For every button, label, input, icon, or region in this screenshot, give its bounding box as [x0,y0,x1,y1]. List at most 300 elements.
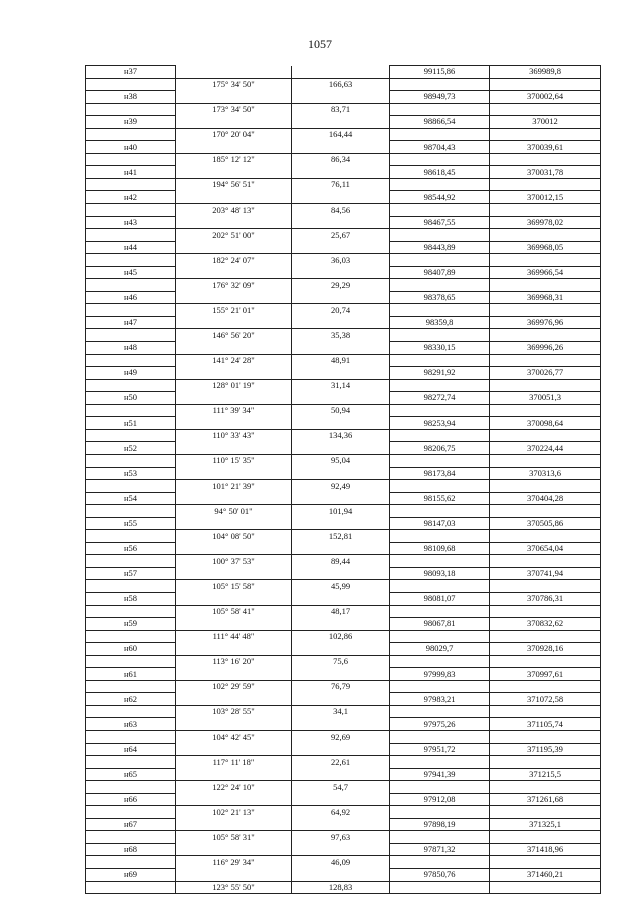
coordinate-y: 370031,78 [490,166,601,179]
segment-length: 48,91 [292,354,390,367]
point-name: н53 [86,467,176,480]
coordinate-y: 369968,05 [490,241,601,254]
segment-row [86,153,601,166]
coordinate-y: 371195,39 [490,743,601,756]
coordinate-x: 98291,92 [390,367,490,380]
direction-angle: 173° 34' 50" [176,103,292,116]
empty-cell [292,718,390,731]
segment-row [86,605,601,618]
point-row [86,768,601,781]
empty-cell [176,542,292,555]
coordinate-x: 98866,54 [390,116,490,129]
segment-row [86,354,601,367]
empty-cell [292,818,390,831]
point-name: н54 [86,492,176,505]
segment-row [86,730,601,743]
point-row [86,743,601,756]
empty-cell [176,116,292,129]
coordinate-y: 370012,15 [490,191,601,204]
empty-cell [292,241,390,254]
segment-length: 101,94 [292,505,390,518]
segment-length: 35,38 [292,329,390,342]
empty-cell [490,781,601,794]
direction-angle: 123° 55' 50" [176,881,292,894]
segment-length: 76,11 [292,178,390,191]
empty-cell [176,342,292,355]
empty-cell [390,153,490,166]
empty-cell [390,781,490,794]
empty-cell [390,354,490,367]
empty-cell [490,505,601,518]
empty-cell [292,342,390,355]
empty-cell [176,567,292,580]
empty-cell [490,128,601,141]
empty-cell [176,793,292,806]
empty-cell [490,756,601,769]
empty-cell [292,467,390,480]
point-name: н65 [86,768,176,781]
empty-cell [490,705,601,718]
segment-length: 84,56 [292,204,390,217]
empty-cell [390,630,490,643]
empty-cell [86,655,176,668]
empty-cell [176,492,292,505]
segment-row [86,680,601,693]
empty-cell [490,831,601,844]
empty-cell [490,480,601,493]
point-row [86,241,601,254]
segment-row [86,530,601,543]
point-name: н61 [86,668,176,681]
empty-cell [86,605,176,618]
point-row [86,266,601,279]
direction-angle: 104° 08' 50" [176,530,292,543]
empty-cell [490,530,601,543]
point-row [86,869,601,882]
coordinate-x: 98093,18 [390,567,490,580]
point-name: н62 [86,693,176,706]
direction-angle: 202° 51' 00" [176,229,292,242]
coordinate-x: 98378,65 [390,291,490,304]
empty-cell [490,630,601,643]
segment-row [86,204,601,217]
point-row [86,793,601,806]
direction-angle: 176° 32' 09" [176,279,292,292]
direction-angle: 113° 16' 20" [176,655,292,668]
empty-cell [490,655,601,668]
empty-cell [390,254,490,267]
empty-cell [86,756,176,769]
direction-angle: 111° 44' 48" [176,630,292,643]
segment-length: 152,81 [292,530,390,543]
coordinate-y: 370505,86 [490,517,601,530]
segment-row [86,103,601,116]
direction-angle: 117° 11' 18" [176,756,292,769]
segment-row [86,655,601,668]
empty-cell [292,266,390,279]
empty-cell [390,505,490,518]
coordinate-x: 98544,92 [390,191,490,204]
segment-length: 54,7 [292,781,390,794]
empty-cell [490,103,601,116]
segment-length: 128,83 [292,881,390,894]
segment-row [86,480,601,493]
empty-cell [292,668,390,681]
empty-cell [390,530,490,543]
segment-length: 95,04 [292,454,390,467]
coordinate-y: 370741,94 [490,567,601,580]
direction-angle: 101° 21' 39" [176,480,292,493]
point-name: н43 [86,216,176,229]
empty-cell [390,605,490,618]
direction-angle: 146° 56' 20" [176,329,292,342]
empty-cell [390,404,490,417]
empty-cell [86,329,176,342]
point-row [86,818,601,831]
point-name: н60 [86,643,176,656]
direction-angle: 110° 15' 35" [176,454,292,467]
coordinate-x: 98067,81 [390,618,490,631]
coordinate-x: 97850,76 [390,869,490,882]
empty-cell [390,705,490,718]
empty-cell [490,178,601,191]
empty-cell [390,78,490,91]
empty-cell [390,279,490,292]
point-row [86,291,601,304]
empty-cell [86,680,176,693]
segment-row [86,781,601,794]
point-name: н66 [86,793,176,806]
direction-angle: 122° 24' 10" [176,781,292,794]
empty-cell [176,66,292,79]
empty-cell [490,329,601,342]
empty-cell [292,166,390,179]
segment-length: 76,79 [292,680,390,693]
point-name: н44 [86,241,176,254]
empty-cell [490,379,601,392]
coordinate-x: 98253,94 [390,417,490,430]
empty-cell [490,204,601,217]
empty-cell [390,204,490,217]
coordinate-y: 370012 [490,116,601,129]
segment-row [86,705,601,718]
segment-row [86,404,601,417]
point-name: н52 [86,442,176,455]
point-name: н63 [86,718,176,731]
point-row [86,643,601,656]
point-name: н41 [86,166,176,179]
segment-length: 83,71 [292,103,390,116]
point-row [86,618,601,631]
empty-cell [176,693,292,706]
empty-cell [86,454,176,467]
segment-row [86,831,601,844]
point-row [86,417,601,430]
segment-row [86,178,601,191]
empty-cell [86,831,176,844]
empty-cell [292,567,390,580]
point-name: н55 [86,517,176,530]
segment-length: 164,44 [292,128,390,141]
empty-cell [390,831,490,844]
empty-cell [390,329,490,342]
segment-row [86,555,601,568]
empty-cell [390,756,490,769]
empty-cell [176,241,292,254]
point-row [86,843,601,856]
empty-cell [86,881,176,894]
coordinate-x: 98618,45 [390,166,490,179]
empty-cell [86,229,176,242]
point-name: н47 [86,316,176,329]
coordinate-y: 370039,61 [490,141,601,154]
segment-length: 64,92 [292,806,390,819]
empty-cell [86,806,176,819]
empty-cell [176,367,292,380]
empty-cell [176,743,292,756]
empty-cell [86,103,176,116]
point-row [86,442,601,455]
empty-cell [292,793,390,806]
point-name: н51 [86,417,176,430]
segment-row [86,78,601,91]
empty-cell [86,304,176,317]
point-row [86,542,601,555]
direction-angle: 203° 48' 13" [176,204,292,217]
coordinate-y: 369978,02 [490,216,601,229]
point-row [86,567,601,580]
point-row [86,693,601,706]
empty-cell [292,367,390,380]
empty-cell [390,480,490,493]
empty-cell [86,429,176,442]
empty-cell [176,216,292,229]
direction-angle: 94° 50' 01" [176,505,292,518]
coordinate-y: 370313,6 [490,467,601,480]
empty-cell [176,191,292,204]
coordinate-x: 98081,07 [390,592,490,605]
direction-angle: 100° 37' 53" [176,555,292,568]
segment-length: 48,17 [292,605,390,618]
point-name: н40 [86,141,176,154]
point-name: н37 [86,66,176,79]
segment-row [86,279,601,292]
empty-cell [86,505,176,518]
point-row [86,316,601,329]
direction-angle: 110° 33' 43" [176,429,292,442]
coordinate-x: 98704,43 [390,141,490,154]
segment-row [86,756,601,769]
coordinate-x: 98949,73 [390,91,490,104]
coordinate-y: 371072,58 [490,693,601,706]
direction-angle: 141° 24' 28" [176,354,292,367]
coordinate-y: 369966,54 [490,266,601,279]
empty-cell [86,555,176,568]
empty-cell [86,705,176,718]
empty-cell [292,643,390,656]
empty-cell [490,680,601,693]
segment-length: 92,49 [292,480,390,493]
empty-cell [292,618,390,631]
empty-cell [292,116,390,129]
empty-cell [176,843,292,856]
coordinate-y: 371215,5 [490,768,601,781]
coordinate-y: 371418,96 [490,843,601,856]
empty-cell [390,580,490,593]
empty-cell [490,806,601,819]
empty-cell [292,492,390,505]
direction-angle: 194° 56' 51" [176,178,292,191]
direction-angle: 175° 34' 50" [176,78,292,91]
empty-cell [390,128,490,141]
segment-row [86,304,601,317]
point-name: н48 [86,342,176,355]
segment-length: 86,34 [292,153,390,166]
coordinate-y: 371105,74 [490,718,601,731]
segment-length: 97,63 [292,831,390,844]
empty-cell [490,454,601,467]
empty-cell [490,279,601,292]
point-row [86,392,601,405]
empty-cell [390,304,490,317]
coordinate-x: 98147,03 [390,517,490,530]
coordinate-y: 369968,31 [490,291,601,304]
segment-length: 22,61 [292,756,390,769]
empty-cell [490,580,601,593]
empty-cell [86,480,176,493]
empty-cell [176,291,292,304]
segment-row [86,454,601,467]
empty-cell [176,467,292,480]
point-row [86,141,601,154]
direction-angle: 111° 39' 34" [176,404,292,417]
coordinate-y: 369996,26 [490,342,601,355]
segment-row [86,630,601,643]
point-name: н45 [86,266,176,279]
segment-length: 34,1 [292,705,390,718]
coordinate-x: 98109,68 [390,542,490,555]
direction-angle: 105° 58' 41" [176,605,292,618]
coordinate-y: 371261,68 [490,793,601,806]
point-name: н46 [86,291,176,304]
empty-cell [292,91,390,104]
direction-angle: 155° 21' 01" [176,304,292,317]
empty-cell [176,643,292,656]
empty-cell [390,229,490,242]
empty-cell [390,881,490,894]
direction-angle: 128° 01' 19" [176,379,292,392]
segment-length: 20,74 [292,304,390,317]
point-name: н50 [86,392,176,405]
empty-cell [86,78,176,91]
empty-cell [292,517,390,530]
segment-length: 25,67 [292,229,390,242]
empty-cell [490,881,601,894]
segment-row [86,881,601,894]
empty-cell [176,718,292,731]
coordinate-y: 371325,1 [490,818,601,831]
empty-cell [176,166,292,179]
segment-length: 166,63 [292,78,390,91]
coordinate-x: 98330,15 [390,342,490,355]
empty-cell [390,178,490,191]
empty-cell [176,668,292,681]
point-name: н42 [86,191,176,204]
segment-row [86,229,601,242]
empty-cell [86,128,176,141]
empty-cell [490,605,601,618]
segment-length: 89,44 [292,555,390,568]
segment-length: 29,29 [292,279,390,292]
coordinate-y: 370404,28 [490,492,601,505]
empty-cell [390,856,490,869]
point-name: н49 [86,367,176,380]
empty-cell [86,856,176,869]
point-row [86,367,601,380]
empty-cell [86,730,176,743]
segment-length: 45,99 [292,580,390,593]
empty-cell [292,592,390,605]
empty-cell [490,354,601,367]
segment-length: 36,03 [292,254,390,267]
coordinate-x: 97871,32 [390,843,490,856]
empty-cell [176,266,292,279]
coordinate-x: 98173,84 [390,467,490,480]
point-row [86,342,601,355]
empty-cell [176,869,292,882]
direction-angle: 102° 21' 13" [176,806,292,819]
direction-angle: 170° 20' 04" [176,128,292,141]
empty-cell [292,743,390,756]
empty-cell [490,304,601,317]
empty-cell [176,141,292,154]
empty-cell [86,530,176,543]
page-number: 1057 [308,37,332,51]
empty-cell [86,254,176,267]
empty-cell [86,781,176,794]
segment-length: 102,86 [292,630,390,643]
empty-cell [176,768,292,781]
empty-cell [292,542,390,555]
point-row [86,66,601,79]
empty-cell [176,592,292,605]
empty-cell [490,229,601,242]
empty-cell [292,66,390,79]
point-name: н38 [86,91,176,104]
empty-cell [390,379,490,392]
point-name: н39 [86,116,176,129]
coordinate-y: 370654,04 [490,542,601,555]
coordinate-x: 97975,26 [390,718,490,731]
empty-cell [292,141,390,154]
empty-cell [490,404,601,417]
empty-cell [490,153,601,166]
coordinate-y: 370224,44 [490,442,601,455]
empty-cell [292,693,390,706]
point-row [86,191,601,204]
coordinate-x: 98272,74 [390,392,490,405]
direction-angle: 105° 58' 31" [176,831,292,844]
direction-angle: 105° 15' 58" [176,580,292,593]
coordinates-table [85,65,601,894]
point-name: н69 [86,869,176,882]
direction-angle: 102° 29' 59" [176,680,292,693]
coordinate-x: 98029,7 [390,643,490,656]
empty-cell [176,818,292,831]
empty-cell [86,580,176,593]
empty-cell [86,204,176,217]
empty-cell [176,392,292,405]
